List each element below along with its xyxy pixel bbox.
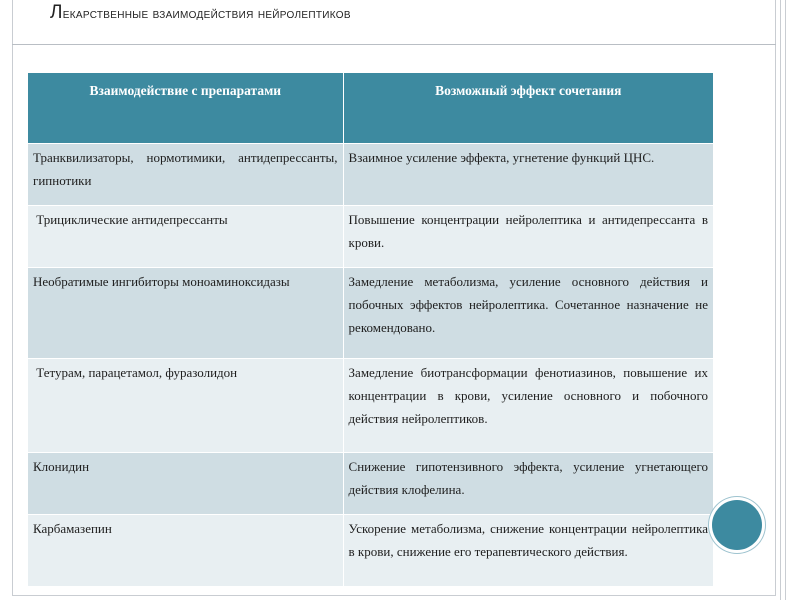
table-row	[28, 515, 714, 587]
table-row	[28, 268, 714, 359]
drug-cell: Тетурам, парацетамол, фуразолидон	[28, 359, 344, 453]
table-row	[28, 144, 714, 206]
header-interaction: Взаимодействие с препаратами	[28, 73, 344, 144]
effect-cell: Ускорение метаболизма, снижение концентрации нейролептика в крови, снижение его терапевтического действия.	[343, 515, 713, 587]
header-effect: Возможный эффект сочетания	[343, 73, 713, 144]
table-row	[28, 453, 714, 515]
drug-cell: Транквилизаторы, нормотимики, антидепрессанты, гипнотики	[28, 144, 344, 206]
slide-right-rail	[780, 0, 786, 600]
effect-cell: Замедление биотрансформации фенотиазинов, повышение их концентрации в крови, усиление основного и побочного действия нейролептиков.	[343, 359, 713, 453]
drug-cell: Карбамазепин	[28, 515, 344, 587]
table-row	[28, 359, 714, 453]
slide-title: Лекарственные взаимодействия нейролептиков	[50, 2, 351, 23]
drug-cell: Клонидин	[28, 453, 344, 515]
decorative-circle	[712, 500, 762, 550]
effect-cell: Взаимное усиление эффекта, угнетение функций ЦНС.	[343, 144, 713, 206]
title-divider	[12, 44, 776, 45]
interactions-table	[27, 72, 714, 587]
table-header-row	[28, 73, 714, 144]
effect-cell: Повышение концентрации нейролептика и антидепрессанта в крови.	[343, 206, 713, 268]
effect-cell: Снижение гипотензивного эффекта, усиление угнетающего действия клофелина.	[343, 453, 713, 515]
table-row	[28, 206, 714, 268]
effect-cell: Замедление метаболизма, усиление основного действия и побочных эффектов нейролептика. Сочетанное назначение не рекомендовано.	[343, 268, 713, 359]
drug-cell: Необратимые ингибиторы моноаминоксидазы	[28, 268, 344, 359]
drug-cell: Трициклические антидепрессанты	[28, 206, 344, 268]
